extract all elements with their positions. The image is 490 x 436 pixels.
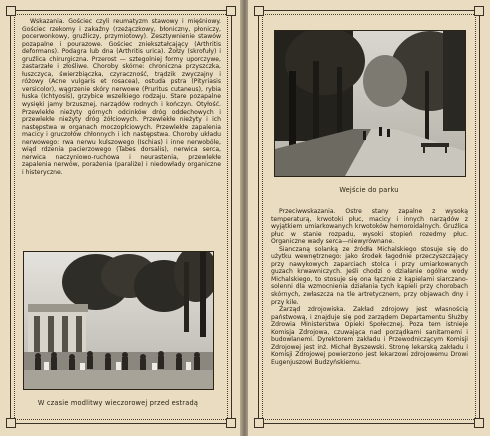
photo-evening-prayer-image	[24, 252, 213, 389]
indications-paragraph: Wskazania. Gościec czyli reumatyzm stawowy i mięśniowy. Gościec rzekomy i zakaźny (rzeżączkowy, błoniczny, płoniczy, pocerwonkowy, gruźliczy, przymiotowy). Zesztywnienie stawów pozapalne i pourazowe. Gościec zniekształcający (Arthritis deformans). Podagra lub dna (Arthritis urica). Żołzy (skrofuły) i gruźlica chirurgiczna. Przerost — sztegolniej formy uporczywe, zastarzałe i złośliwe. Choroby skórne: chroniczna przyszczka, łuszczyca, świerzbiączka, czyraczność, trądzik zwyczajny i różowy (Acne vulgaris et rosacea), ostuda pstra (Pityriasis versicolor), wągrzenie skóry nerwowe (Pruritus cutaneus), rybia łuska (Ichtyosis), grzybice wszelkiego rodzaju. Stare pozapalne wysięki jamy brzusznej, narządów rodnych i kończyn. Otyłość. Przewlekłe nieżyty górnych odcinków dróg oddechowych i przewlekłe nieżyty dróg żółciowych. Przewlekłe nieżyty i ich następstwa w organach moczopłciowych. Przewlekłe zapalenia macicy i gruczołów chłonnych i ich następstwa. Choroby układu nerwowego: rwa nerwu kulszowego (Ischias) i inne nerwobóle, wiąd rdzenia pacierzowego (Tabes dorsalis), nerwica serca, nerwica naczyniowo-ruchowa i neurastenia, przewlekłe zapalenia nerwów, porażenia (paraliże) i niedowłady organiczne i histeryczne.	[22, 18, 221, 176]
administration-paragraph: Zarząd zdrojowiska. Zakład zdrojowy jest własnością państwową, i znajduje się pod zarządem Departamentu Służby Zdrowia Ministerstwa Opieki Społecznej. Poza tem istnieje Komisja Zdrojowa, czuwająca nad porządkami sanitarnemi i budowlanemi. Dyrektorem zakładu i Przewodniczącym Komisji Zdrojowej jest inż. Michał Byszewski. Stronę lekarską zakładu i Komisji Zdrojowej powierzono jest lekarzowi zdrojowemu Drowi Eugenjuszowi Budzyńskiemu.	[271, 306, 468, 366]
photo-park-entrance-image	[275, 31, 465, 176]
left-page	[0, 0, 242, 436]
corner-ornament	[6, 418, 16, 428]
contraindications-paragraph: Przeciwwskazania. Ostre stany zapalne z wysoką temperaturą, krwotoki płuc, macicy i innych narządów z wyjątkiem umiarkowanych krwotoków hemoroidalnych. Gruźlica płuc w stanie rozpadu, wysoki stopień rozedmy płuc. Organiczne wady serca—niewyrównane.	[271, 208, 468, 246]
corner-ornament	[254, 418, 264, 428]
corner-ornament	[474, 6, 484, 16]
contraindications-text	[271, 208, 468, 414]
corner-ornament	[226, 6, 236, 16]
indications-text	[22, 18, 221, 240]
corner-ornament	[254, 6, 264, 16]
photo-evening-prayer	[23, 251, 214, 390]
photo-caption-right: Wejście do parku	[339, 186, 399, 194]
corner-ornament	[474, 418, 484, 428]
photo-park-entrance	[274, 30, 466, 177]
corner-ornament	[226, 418, 236, 428]
corner-ornament	[6, 6, 16, 16]
photo-caption-left: W czasie modlitwy wieczorowej przed estradą	[37, 399, 199, 407]
spring-water-paragraph: Sianczaną solanką ze źródła Michalskiego stosuje się do użytku wewnętrznego: jako środek łagodnie przeczyszczający przy nawykowych zaparciach stolca i przy umiarkowanych guzach krwawniczych. Jeśli chodzi o działanie ogólne wody Michalskiego, to stosuje się ona łącznie z kąpielami siarczano-solenni dla wzmocnienia działania tych kąpieli przy chorobach skórnych, zwłaszcza na tle artretycznem, przy objawach dny i przy kile.	[271, 245, 468, 306]
right-page	[248, 0, 490, 436]
